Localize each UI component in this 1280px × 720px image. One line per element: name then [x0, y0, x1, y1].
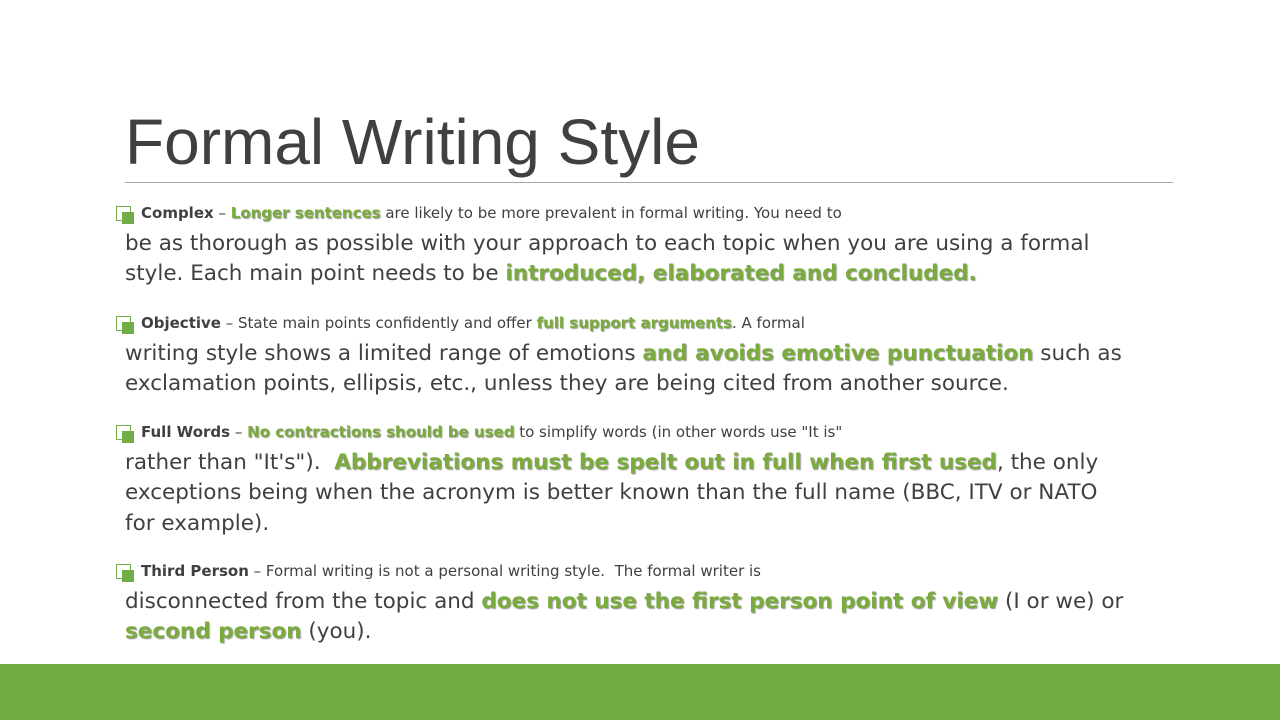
bullet-dash: – [230, 423, 248, 441]
bullet-term: Complex [141, 204, 214, 222]
bullet-term: Objective [141, 314, 221, 332]
bullet-text: be as thorough as possible with your approach to each topic when you are using a formal [125, 230, 1090, 256]
highlight-phrase: and avoids emotive punctuation [642, 340, 1034, 366]
bullet-dash: – [213, 204, 231, 222]
bullet-line [125, 617, 1173, 648]
bullet-line [125, 308, 1173, 339]
bullet-text: rather than "It's"). [125, 449, 335, 475]
bullet-text: – State main points confidently and offer [220, 314, 537, 332]
bullet-text: to simplify words (in other words use "It is" [514, 423, 843, 441]
bullet-text: exclamation points, ellipsis, etc., unless they are being cited from another source. [125, 371, 1009, 396]
bullet-line [125, 556, 1173, 587]
bullet-complex [125, 198, 1173, 290]
bullet-text: disconnected from the topic and [125, 588, 482, 614]
bullet-third-person [125, 556, 1173, 648]
highlight-phrase: introduced, elaborated and concluded. [505, 261, 977, 286]
bullet-line [125, 478, 1173, 509]
bullet-text: (you). [301, 619, 372, 644]
bullet-term: Full Words [141, 423, 231, 441]
bullet-line [125, 369, 1173, 400]
bullet-term: Third Person [141, 562, 249, 580]
bullet-line [125, 198, 1173, 229]
square-check-bullet-icon [116, 206, 131, 221]
bullet-text: (I or we) or [998, 588, 1124, 614]
bullet-line [125, 417, 1173, 448]
bullet-text: such as [1033, 340, 1122, 366]
bullet-line [125, 587, 1173, 618]
slide-title: Formal Writing Style [125, 106, 700, 178]
square-check-bullet-icon [116, 425, 131, 440]
bullet-line [125, 448, 1173, 479]
highlight-phrase: does not use the first person point of view [481, 588, 999, 614]
square-check-bullet-icon [116, 316, 131, 331]
bullet-objective [125, 308, 1173, 400]
bullet-line [125, 259, 1173, 290]
highlight-phrase: No contractions should be used [247, 423, 515, 441]
highlight-phrase: Longer sentences [230, 204, 381, 222]
square-check-bullet-icon [116, 564, 131, 579]
highlight-phrase: second person [125, 619, 302, 644]
bullet-line [125, 229, 1173, 260]
bullet-text: – Formal writing is not a personal writing style. The formal writer is [248, 562, 761, 580]
bullet-text: writing style shows a limited range of emotions [125, 340, 643, 366]
bullet-text: exceptions being when the acronym is better known than the full name (BBC, ITV or NATO [125, 480, 1098, 505]
highlight-phrase: Abbreviations must be spelt out in full when first used [334, 449, 997, 475]
bullet-line [125, 339, 1173, 370]
bullet-line [125, 509, 1173, 540]
bullet-text: , the only [996, 449, 1099, 475]
bullet-text: for example). [125, 510, 270, 536]
highlight-phrase: full support arguments [536, 314, 732, 332]
bullet-full-words [125, 417, 1173, 539]
footer-accent-bar [0, 664, 1280, 720]
bullet-text: . A formal [731, 314, 805, 332]
bullet-text: are likely to be more prevalent in formal writing. You need to [380, 204, 842, 222]
bullet-text: style. Each main point needs to be [125, 261, 506, 286]
